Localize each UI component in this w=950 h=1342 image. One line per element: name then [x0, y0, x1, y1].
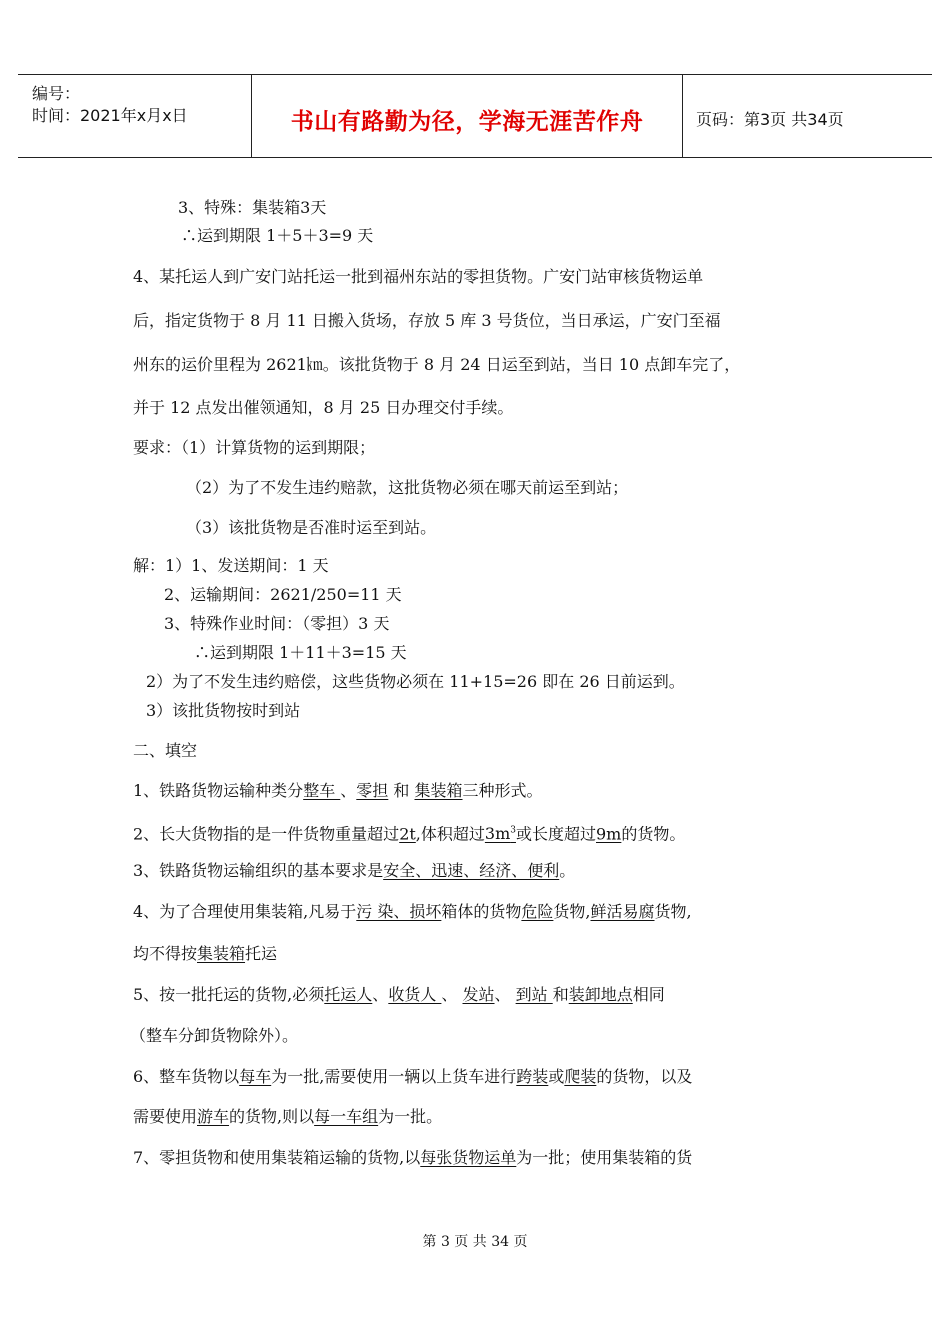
fill-answer: 托运人	[324, 985, 373, 1004]
section-heading: 二、填空	[133, 741, 198, 760]
text-line: 州东的运价里程为 2621㎞。该批货物于 8 月 24 日运至到站，当日 10 点卸车完了，	[133, 355, 741, 374]
fill-answer: 零担	[356, 781, 389, 800]
fill-answer: 9m	[596, 824, 622, 844]
fill-text: 和	[552, 985, 569, 1004]
fill-answer: 污 染、损坏	[356, 902, 442, 921]
fill-answer: 到站	[515, 985, 553, 1004]
fill-answer: 游车	[197, 1107, 230, 1126]
fill-answer: 整车	[303, 781, 341, 800]
fill-question	[133, 1107, 442, 1127]
fill-answer: 发站	[462, 985, 495, 1004]
text-line: 后，指定货物于 8 月 11 日搬入货场，存放 5 库 3 号货位，当日承运，广安门至福	[133, 311, 721, 330]
fill-answer: 集装箱	[197, 944, 246, 963]
header-motto: 书山有路勤为径，学海无涯苦作舟	[290, 109, 644, 135]
fill-answer: 每张货物运单	[420, 1148, 517, 1167]
fill-text: 或长度超过	[515, 824, 596, 844]
fill-text: 为一批,需要使用一辆以上货车进行	[271, 1067, 517, 1086]
text-line: 2、运输期间：2621/250=11 天	[164, 585, 402, 604]
fill-text: 、	[494, 985, 516, 1004]
text-line: （整车分卸货物除外）。	[130, 1026, 299, 1045]
fill-answer: 鲜活易腐	[590, 902, 655, 921]
fill-text: 5、按一批托运的货物,必须	[133, 985, 325, 1004]
fill-text: 3、铁路货物运输组织的基本要求是	[133, 861, 384, 880]
fill-answer: 爬装	[564, 1067, 597, 1086]
text-line: 3、特殊：集装箱3天	[178, 198, 327, 217]
text-line: 2）为了不发生违约赔偿，这些货物必须在 11+15=26 即在 26 日前运到。	[146, 672, 685, 691]
fill-question	[133, 861, 575, 881]
text-line: （2）为了不发生违约赔款，这批货物必须在哪天前运至到站；	[186, 478, 629, 497]
fill-text: 6、整车货物以	[133, 1067, 240, 1086]
text-line: ∴运到期限 1＋11＋3=15 天	[194, 643, 407, 662]
fill-question	[133, 781, 543, 801]
fill-text: 相同	[632, 985, 665, 1004]
fill-answer: 每一车组	[314, 1107, 379, 1126]
fill-text: 为一批。	[378, 1107, 443, 1126]
fill-text: 三种形式。	[462, 781, 543, 800]
superscript: 3	[510, 826, 516, 836]
fill-text: 4、为了合理使用集装箱,凡易于	[133, 902, 357, 921]
header-divider	[682, 75, 683, 157]
text-line: （3）该批货物是否准时运至到站。	[186, 518, 437, 537]
fill-text: 的货物，以及	[596, 1067, 693, 1086]
fill-answer: 危险	[521, 902, 554, 921]
header-meta	[32, 83, 252, 127]
fill-answer: 集装箱	[414, 781, 463, 800]
fill-text: 、	[441, 985, 463, 1004]
fill-text: 1、铁路货物运输种类分	[133, 781, 304, 800]
fill-text: 或	[548, 1067, 565, 1086]
fill-text: 箱体的货物	[441, 902, 522, 921]
text-line: 要求：（1）计算货物的运到期限；	[133, 438, 376, 457]
fill-question	[133, 902, 692, 922]
fill-answer: 安全、迅速、经济、便利	[383, 861, 560, 880]
fill-text: 为一批；使用集装箱的货	[516, 1148, 693, 1167]
text-line: 3）该批货物按时到站	[146, 701, 301, 720]
fill-question	[133, 821, 685, 844]
fill-answer-text: 3m	[484, 824, 511, 844]
text-line: ∴运到期限 1＋5＋3=9 天	[181, 226, 374, 245]
fill-text: 。	[559, 861, 576, 880]
text-line: 并于 12 点发出催领通知，8 月 25 日办理交付手续。	[133, 398, 514, 417]
fill-text: 需要使用	[133, 1107, 198, 1126]
text-line: 解：1）1、发送期间：1 天	[133, 556, 329, 575]
fill-text: 货物,	[654, 902, 692, 921]
fill-answer	[485, 824, 516, 843]
page-footer: 第 3 页 共 34 页	[422, 1234, 528, 1250]
fill-text: 7、零担货物和使用集装箱运输的货物,以	[133, 1148, 421, 1167]
fill-answer: 2t	[399, 824, 416, 844]
fill-question	[133, 1148, 692, 1168]
fill-text: ,体积超过	[415, 824, 485, 844]
fill-question	[133, 944, 277, 964]
fill-text: 均不得按	[133, 944, 198, 963]
document-header	[18, 74, 932, 158]
fill-text: 的货物,则以	[229, 1107, 315, 1126]
fill-text: 、	[372, 985, 389, 1004]
number-label: 编号：	[32, 84, 81, 103]
fill-answer: 收货人	[388, 985, 442, 1004]
time-label: 时间：2021年x月x日	[32, 106, 188, 125]
header-page-number: 页码：第3页 共34页	[696, 110, 844, 129]
text-line: 3、特殊作业时间：（零担）3 天	[164, 614, 390, 633]
fill-text: 和	[388, 781, 415, 800]
fill-text: 、	[340, 781, 357, 800]
fill-text: 货物,	[553, 902, 591, 921]
fill-text: 托运	[245, 944, 278, 963]
fill-answer: 每车	[239, 1067, 272, 1086]
fill-text: 2、长大货物指的是一件货物重量超过	[133, 824, 400, 844]
fill-answer: 装卸地点	[568, 985, 633, 1004]
fill-question	[133, 985, 665, 1005]
fill-question	[133, 1067, 692, 1087]
fill-answer: 跨装	[516, 1067, 549, 1086]
fill-text: 的货物。	[621, 824, 686, 844]
text-line: 4、某托运人到广安门站托运一批到福州东站的零担货物。广安门站审核货物运单	[133, 267, 704, 286]
